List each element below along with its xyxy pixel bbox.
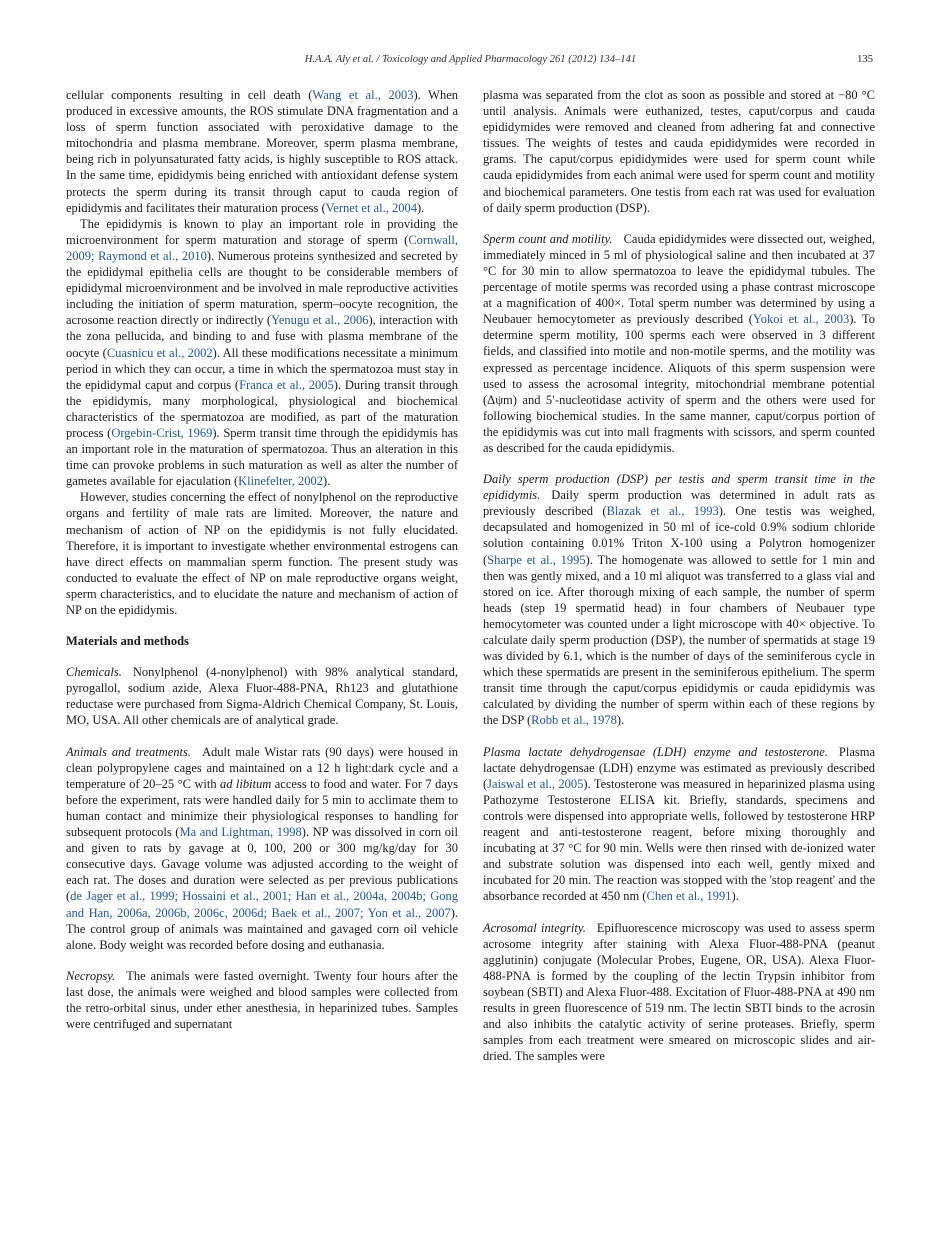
body-text: ). Testosterone was measured in heparinized plasma using Pathozyme Testosterone ELISA kit. Briefly, standards, specimens and controls were dispensed into appropriate wells, followed by testosterone HRP reagent and anti-testosterone reagent, before mixing thoroughly and incubating at 37 °C for 90 min. Wells were then rinsed with de-ionized water and substrate solution was dispensed into each well, gently mixed and incubated for 20 min. The reaction was stopped with the 'stop reagent' and the absorbance recorded at 450 nm ( (483, 776, 875, 904)
paragraph (483, 744, 875, 905)
body-text: Adult male Wistar rats (90 days) were housed in clean polypropylene cages and maintained on a 12 h light:dark cycle and a temperature of 20–25 °C with (66, 744, 458, 791)
page-number: 135 (857, 54, 873, 65)
paragraph (66, 489, 458, 618)
body-text: ). Numerous proteins synthesized and secreted by the epididymal epithelia cells are thought to be considerable members of epididymal microenvironment and be involved in male reproductive activities including the initiation of sperm maturation, sperm–oocyte recognition, the acrosome reaction directly or indirectly ( (66, 248, 458, 328)
citation-link[interactable]: Jaiswal et al., 2005 (487, 776, 584, 791)
body-text: ). (731, 889, 739, 904)
citation-link[interactable]: Chen et al., 1991 (646, 889, 732, 904)
body-text: ), interaction with the zona pellucida, and binding to and fuse with plasma membrane of the oocyte ( (66, 313, 458, 360)
body-text: Epifluorescence microscopy was used to assess sperm acrosome integrity after staining with Alexa Fluor-488-PNA (peanut agglutinin) conjugate (Molecular Probes, Eugene, OR, USA). Alexa Fluor-488-PNA is formed by the coupling of the lectin Trypsin inhibitor from soybean (SBTI) and Alexa Fluor-488. Excitation of Fluor-488-PNA at 490 nm results in green fluorescence of 519 nm. The lectin SBTI binds to the acrosin and also inhibits the catalytic activity of serine proteases. Briefly, sperm samples from each treatment were smeared on microscopic slides and air-dried. The samples were (483, 920, 875, 1064)
citation-link[interactable]: Yokoi et al., 2003 (752, 312, 850, 327)
paragraph (66, 744, 458, 953)
body-text: plasma was separated from the clot as soon as possible and stored at −80 °C until analysis. Animals were euthanized, testes, caput/corpus and cauda epididymides were removed and cleaned from adhering fat and connective tissues. The weights of testes and cauda epididymides were recorded in grams. The caput/corpus epididymides were used for sperm count while cauda epididymides from each animal were used for sperm count and motility and biochemical parameters. One testis from each rat was used for evaluation of daily sperm production (DSP). (483, 88, 875, 215)
body-text: ). One testis was weighed, decapsulated and homogenized in 50 ml of ice-cold 0.9% sodium chloride solution containing 0.01% Triton X-100 using a Polytron homogenizer ( (483, 504, 875, 567)
citation-link[interactable]: Yenugu et al., 2006 (271, 313, 369, 328)
body-text: Plasma lactate dehydrogensae (LDH) enzyme was estimated as previously described ( (483, 744, 875, 791)
method-runin-heading: Plasma lactate dehydrogensae (LDH) enzyme and testosterone. (483, 744, 828, 759)
body-text: ). The control group of animals was maintained and gavaged corn oil vehicle alone. Body weight was recorded before dosing and euthanasia. (66, 905, 458, 952)
method-runin-heading: Chemicals. (66, 665, 122, 680)
citation-link[interactable]: Wang et al., 2003 (312, 88, 414, 102)
citation-link[interactable]: Robb et al., 1978 (531, 713, 617, 728)
page-header (66, 54, 875, 65)
citation-link[interactable]: de Jager et al., 1999; Hossaini et al., 2001; Han et al., 2004a, 2004b; Gong and Han, 2006a, 2006b, 2006c, 2006d; Baek et al., 2007; Yon et al., 2007 (66, 889, 458, 920)
section-heading: Materials and methods (66, 634, 189, 649)
paragraph (66, 968, 458, 1032)
body-text: The animals were fasted overnight. Twenty four hours after the last dose, the animals were weighed and blood samples were collected from the retro-orbital sinus, under ether anesthesia, in heparinized tubes. Samples were centrifuged and supernatant (66, 968, 458, 1032)
body-text: Daily sperm production was determined in adult rats as previously described ( (483, 488, 875, 519)
body-text: ). (323, 474, 331, 489)
method-runin-heading: Daily sperm production (DSP) per testis and sperm transit time in the epididymis. (483, 472, 875, 503)
citation-link[interactable]: Vernet et al., 2004 (325, 200, 417, 215)
method-runin-heading: Sperm count and motility. (483, 231, 613, 246)
body-text: ad libitum (220, 776, 272, 791)
left-column (66, 87, 458, 1064)
method-runin-heading: Necropsy. (66, 968, 116, 983)
body-text: ). (416, 200, 425, 215)
paragraph (483, 87, 875, 216)
body-text: ). During transit through the epididymis, many morphological, physiological and biochemical characteristics of the spermatozoa are modified, as part of the maturation process ( (66, 377, 458, 440)
body-text: Nonylphenol (4-nonylphenol) with 98% analytical standard, pyrogallol, sodium azide, Alexa Fluor-488-PNA, Rh123 and glutathione reductase were purchased from Sigma-Aldrich Chemical Company, St. Louis, MO, USA. All other chemicals are of analytical grade. (66, 665, 458, 728)
body-text: The epididymis is known to play an important role in providing the microenvironment for sperm maturation and storage of sperm ( (66, 216, 458, 247)
body-text: ). When produced in excessive amounts, the ROS stimulate DNA fragmentation and a loss of sperm function associated with peroxidative damage to the mitochondria and plasma membrane. Moreover, sperm plasma membrane, being rich in polyunsaturated fatty acids, is highly susceptible to ROS attack. In the same time, epididymis being enriched with antioxidant defense system protects the sperm during its transit through caput to cauda region of epididymis and facilitates their maturation process ( (66, 88, 458, 215)
method-runin-heading: Animals and treatments. (66, 744, 192, 759)
paragraph (66, 87, 458, 216)
paragraph (66, 664, 458, 728)
paragraph (483, 231, 875, 456)
citation-link[interactable]: Cuasnicu et al., 2002 (106, 345, 213, 360)
body-text: cellular components resulting in cell death ( (66, 88, 313, 102)
body-text: ). NP was dissolved in corn oil and given to rats by gavage at 0, 100, 200 or 300 mg/kg/day for 30 consecutive days. Gavage volume was adjusted according to the weight of each rat. The doses and duration were selected as per previous publications ( (66, 825, 458, 904)
citation-link[interactable]: Ma and Lightman, 1998 (179, 825, 302, 840)
body-text: Cauda epididymides were dissected out, weighed, immediately minced in 5 ml of physiological saline and then incubated at 37 °C for 30 min to allow spermatozoa to leave the epididymal tubules. The percentage of motile sperms was recorded using a phase contrast microscope at a magnification of 400×. Total sperm number was determined by using a Neubauer hemocytometer as previously described ( (483, 231, 875, 327)
body-text: ). To determine sperm motility, 100 sperms each were observed in 3 different fields, and classified into motile and non-motile sperms, and the motility was expressed as percentage incidence. Aliquots of this sperm suspension were used to assess the acrosomal integrity, mitochondrial membrane potential (Δψm) and 5′-nucleotidase activity of sperm and the others were used for following biochemical studies. In the same manner, caput/corpus portion of the epididymis was cut into mall fragments with scissors, and sperm counted as described for the cauda epididymis. (483, 312, 875, 455)
paragraph (483, 471, 875, 729)
citation-link[interactable]: Klinefelter, 2002 (238, 474, 324, 489)
body-text: ). All these modifications necessitate a minimum period in which they can occur, a time in which the spermatozoa must stay in the epididymal caput and corpus ( (66, 345, 458, 392)
body-text: ). The homogenate was allowed to settle for 1 min and then was gently mixed, and a 10 ml aliquot was transferred to a glass vial and stored on ice. After thorough mixing of each sample, the number of sperm heads (step 19 spermatid head) in four chambers of Neubauer type hemocytometer was counted under a light microscope with 40× objective. To calculate daily sperm production (DSP), the number of spermatids at stage 19 was divided by 6.1, which is the number of days of the seminiferous cycle in which these spermatids are present in the seminiferous epithelium. The sperm transit time through the caput/corpus epididymis or cauda epididymis was calculated by dividing the number of sperm within each of these regions by the DSP ( (483, 552, 875, 728)
citation-link[interactable]: Orgebin-Crist, 1969 (111, 425, 213, 440)
body-text: ). (616, 713, 625, 728)
body-text: access to food and water. For 7 days before the experiment, rats were handled daily for 5 min to acclimate them to human contact and minimize their physiological responses to handling for subsequent protocols ( (66, 776, 459, 840)
right-column (483, 87, 875, 1064)
method-runin-heading: Acrosomal integrity. (483, 920, 586, 935)
citation-link[interactable]: Blazak et al., 1993 (606, 504, 719, 519)
citation-link[interactable]: Franca et al., 2005 (239, 377, 334, 392)
paragraph (483, 920, 875, 1065)
body-text: However, studies concerning the effect of nonylphenol on the reproductive organs and fertility of male rats are limited. Moreover, the nature and mechanism of action of NP on the epididymis is not fully elucidated. Therefore, it is important to investigate whether environmental estrogens can have direct effects on mammalian sperm function. The present study was conducted to evaluate the effect of NP on male reproductive organs weight, sperm characteristics, and to elucidate the nature and mechanism of action of NP on the epididymis. (66, 490, 458, 617)
citation-link[interactable]: Sharpe et al., 1995 (487, 552, 586, 567)
two-column-body (66, 87, 875, 1064)
running-head: H.A.A. Aly et al. / Toxicology and Applied Pharmacology 261 (2012) 134–141 (304, 54, 637, 65)
body-text: ). Sperm transit time through the epididymis has an important role in the maturation of spermatozoa. Thus an alteration in this time can provoke problems in such maturation as well as alter the number of gametes available for ejaculation ( (66, 425, 458, 489)
citation-link[interactable]: Cornwall, 2009; Raymond et al., 2010 (66, 232, 458, 263)
paragraph (66, 216, 458, 490)
